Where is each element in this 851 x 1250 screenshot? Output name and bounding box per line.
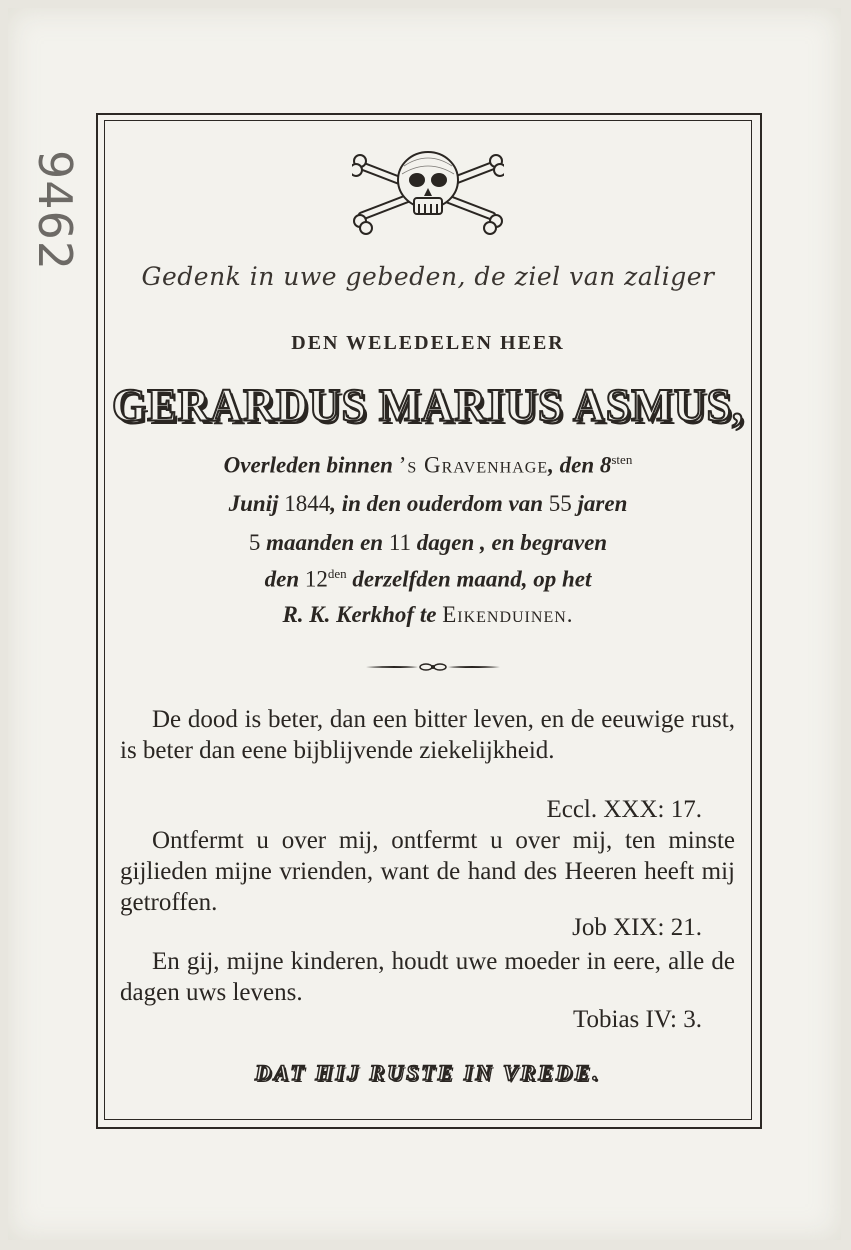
verse-2: Ontfermt u over mij, ontfermt u over mij, ten minste gijlieden mijne vrienden, want de hand des Heeren heeft mij getroffen.: [120, 827, 735, 916]
closing-line: DAT HIJ RUSTE IN VREDE.: [255, 1060, 601, 1085]
verse-3: En gij, mijne kinderen, houdt uwe moeder in eere, alle de dagen uws levens.: [120, 948, 735, 1006]
title-line: DEN WELEDELEN HEER: [291, 332, 565, 354]
handwritten-number: 9462: [28, 150, 82, 272]
details-line-5: R. K. Kerkhof te Eikenduinen.: [282, 602, 574, 627]
details-line-3: 5 maanden en 11 dagen , en begraven: [248, 530, 608, 555]
details-line-4: den $12^{den}$ derzelfden maand, op het: [264, 566, 592, 592]
verse-1: De dood is beter, dan een bitter leven, en de eeuwige rust, is beter dan eene bijblijvende ziekelijkheid.: [120, 706, 735, 764]
verse-1-reference: Eccl. XXX: 17.: [546, 796, 702, 823]
skull-and-crossbones-icon: [352, 146, 504, 236]
verse-3-reference: Tobias IV: 3.: [572, 1006, 702, 1033]
details-line-1: Overleden binnen ’s Gravenhage, den $8^{sten}$: [223, 452, 633, 478]
header-line: Gedenk in uwe gebeden, de ziel van zaliger: [141, 262, 715, 291]
verse-2-reference: Job XIX: 21.: [572, 914, 702, 941]
deceased-name: GERARDUS MARIUS ASMUS,: [112, 379, 744, 432]
ornamental-rule: [366, 659, 500, 675]
details-line-2: Junij 1844, in den ouderdom van 55 jaren: [228, 491, 628, 516]
